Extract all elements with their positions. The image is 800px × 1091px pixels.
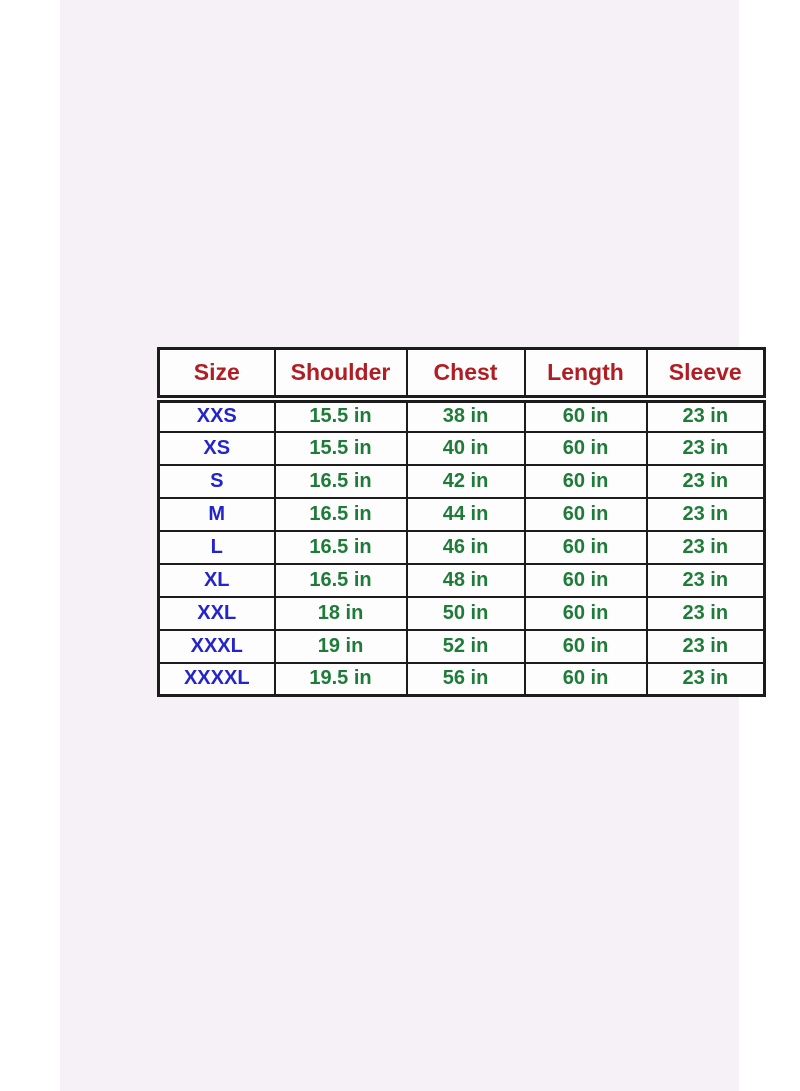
measure-cell: 60 in	[525, 663, 647, 696]
measure-cell: 23 in	[647, 399, 765, 432]
table-row	[159, 432, 765, 465]
measure-cell: 60 in	[525, 465, 647, 498]
measure-cell: 38 in	[407, 399, 525, 432]
measure-cell: 16.5 in	[275, 465, 407, 498]
measure-cell: 40 in	[407, 432, 525, 465]
measure-cell: 42 in	[407, 465, 525, 498]
column-header-chest: Chest	[407, 349, 525, 399]
table-row	[159, 597, 765, 630]
measure-cell: 60 in	[525, 564, 647, 597]
table-row	[159, 465, 765, 498]
measure-cell: 60 in	[525, 399, 647, 432]
table-row	[159, 564, 765, 597]
measure-cell: 23 in	[647, 465, 765, 498]
size-cell: XXXL	[159, 630, 275, 663]
measure-cell: 15.5 in	[275, 432, 407, 465]
size-cell: XXL	[159, 597, 275, 630]
measure-cell: 23 in	[647, 564, 765, 597]
column-header-size: Size	[159, 349, 275, 399]
column-header-sleeve: Sleeve	[647, 349, 765, 399]
measure-cell: 60 in	[525, 498, 647, 531]
size-cell: XXXXL	[159, 663, 275, 696]
table-row	[159, 630, 765, 663]
measure-cell: 46 in	[407, 531, 525, 564]
size-cell: XL	[159, 564, 275, 597]
measure-cell: 15.5 in	[275, 399, 407, 432]
size-cell: XS	[159, 432, 275, 465]
column-header-length: Length	[525, 349, 647, 399]
measure-cell: 23 in	[647, 597, 765, 630]
measure-cell: 16.5 in	[275, 564, 407, 597]
table-row	[159, 663, 765, 696]
measure-cell: 60 in	[525, 432, 647, 465]
measure-cell: 23 in	[647, 663, 765, 696]
measure-cell: 44 in	[407, 498, 525, 531]
product-image-panel	[60, 0, 742, 1091]
header-row	[159, 349, 765, 399]
measure-cell: 60 in	[525, 597, 647, 630]
measure-cell: 48 in	[407, 564, 525, 597]
measure-cell: 50 in	[407, 597, 525, 630]
size-chart-header	[159, 349, 765, 399]
measure-cell: 23 in	[647, 498, 765, 531]
measure-cell: 23 in	[647, 630, 765, 663]
measure-cell: 52 in	[407, 630, 525, 663]
table-row	[159, 498, 765, 531]
column-header-shoulder: Shoulder	[275, 349, 407, 399]
measure-cell: 23 in	[647, 531, 765, 564]
measure-cell: 18 in	[275, 597, 407, 630]
measure-cell: 16.5 in	[275, 531, 407, 564]
measure-cell: 19 in	[275, 630, 407, 663]
measure-cell: 16.5 in	[275, 498, 407, 531]
table-row	[159, 399, 765, 432]
measure-cell: 23 in	[647, 432, 765, 465]
size-cell: S	[159, 465, 275, 498]
measure-cell: 56 in	[407, 663, 525, 696]
measure-cell: 60 in	[525, 630, 647, 663]
size-chart-table	[157, 347, 766, 697]
size-cell: XXS	[159, 399, 275, 432]
table-row	[159, 531, 765, 564]
size-cell: M	[159, 498, 275, 531]
measure-cell: 19.5 in	[275, 663, 407, 696]
measure-cell: 60 in	[525, 531, 647, 564]
size-chart-body	[159, 399, 765, 696]
size-cell: L	[159, 531, 275, 564]
